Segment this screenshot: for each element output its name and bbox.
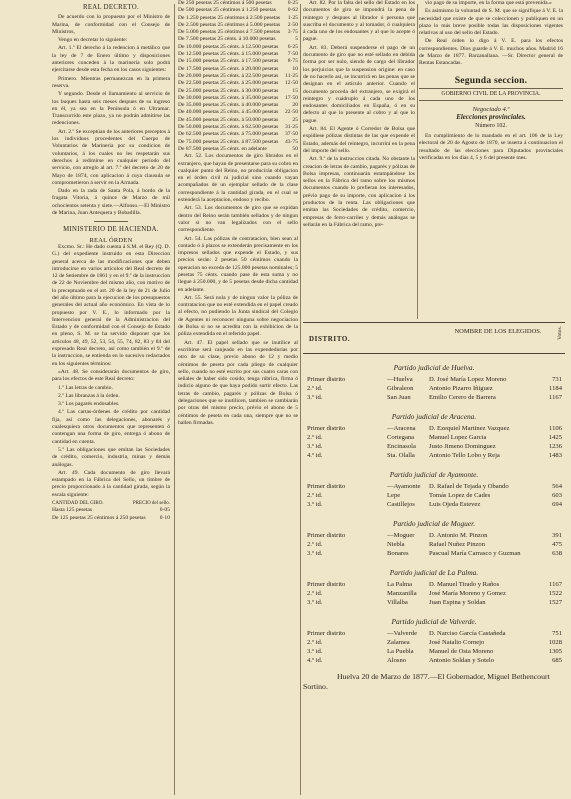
tariff-row	[178, 51, 298, 58]
column-2	[178, 0, 298, 799]
district-ordinal: 3.º id.	[307, 599, 323, 606]
paragraph: Excmo. Sr.: He dado cuenta á S.M. el Rey (Q. D. G.) del expediente instruido en esta Direccion general acerca de las modificaciones que deben introducirse en varios artículos del Real decreto de 12 de Setiembre de 1861 y en el 9.º de la instruccion de 22 de Noviembre del mismo año, con motivo de lo preceptuado en el art. 20 de la ley de 21 de Julio del año último para la ejecucion de los presupuestos generales del actual año económico. En vista de lo propuesto por V. E., lo informado por la Intervencion general de la Administracion del Estado y de conformidad con el Consejo de Estado en pleno, S. M. se ha servido disponer que los artículos 48, 49, 52, 53, 54, 55, 74, 82, 83 y 84 del expresado Real decreto, así como también el 9.º de la instruccion, se entienda en lo sucesivo redactados en los siguientes términos:	[52, 243, 170, 367]
tariff-amount: De 62.500 pesetas 25 cénts. á 75.000 pesetas	[178, 131, 279, 138]
paragraph: 4.º Las cartas-órdenes de crédito por cantidad fija, así como las delegaciones, abonarés y cualesquiera otros documentos que representen ó contengan una forma de giro, entrega ó abono de cantidad en cuenta.	[52, 409, 170, 445]
vote-count: 1425	[548, 434, 562, 441]
partido-judicial-heading: Partido judicial de Ayamonte.	[389, 470, 479, 479]
paragraph: Vengo en decretar lo siguiente:	[58, 37, 128, 44]
paragraph: Es asimismo la voluntad de S. M. que se signifique á V. E. la necesidad que existe de que se coleccionen y publiquen en un plazo lo más breve posible todas las disposiciones vigentes relativas al uso del sello del Estado.	[419, 8, 563, 37]
paragraph: Art. 54. Las pólizas de contratacion, bien sean al contado ó á plazos se extenderán precisamente en los impresos sellados que expende el Estado, y sus precios serán: 2 pesetas 50 céntimos cuando la operacion no exceda de 125.000 pesetas nominales; 5 pesetas 75 cénts. cuando pase de esta suma y no llegue á 250.000, y de 5 pesetas desde dicha cantidad en adelante.	[178, 235, 298, 293]
district-row	[303, 483, 565, 492]
tariff-row	[178, 22, 298, 29]
negociado-label: Negociado 4.º	[472, 106, 510, 114]
district-ordinal: 2.º id.	[307, 541, 323, 548]
tariff-row	[178, 29, 298, 36]
district-place: Sta. Olalla	[387, 452, 415, 459]
district-ordinal: Primer distrito	[307, 532, 346, 539]
articles-body	[178, 153, 298, 427]
district-row	[303, 452, 565, 461]
elected-name: Justo Jimeno Dominguez	[429, 443, 496, 450]
paragraph: Art. 84. El Agente ó Corredor de Bolsa que expidiese pólizas distintas de las que expende el Estado, además del reintegro, incurrirá en la pena del importe del sello.	[303, 126, 415, 154]
vote-count: 731	[552, 376, 562, 383]
tariff-row	[52, 515, 170, 522]
partido-judicial-heading: Partido judicial de Valverde.	[391, 617, 477, 626]
paragraph: vio pago de su importe, en la forma que está prevenida.»	[425, 0, 552, 6]
tariff-amount: De 25.000 pesetas 25 cénts. á 30.000 pesetas	[178, 87, 279, 94]
tariff-amount: De 35.000 pesetas 25 cénts. á 40.000 pesetas	[178, 102, 279, 109]
district-place: Lepe	[387, 492, 401, 499]
elecciones-body: En cumplimiento de lo mandado en el art. 106 de la Ley electoral de 20 de Agosto de 1870, se inserta á continuacion el resultado de las elecciones para Diputados provinciales verificadas en los dias 4, 5 y 6 del presente mes.	[419, 133, 563, 162]
tariff-row	[178, 146, 298, 153]
paragraph: Art. 55. Será nula y de ningun valor la póliza de contratacion que no esté extendida en el papel creado al efecto, no pudiendo la Junta sindical del Colegio de Agentes ni reconocer ninguna sobre negociacion de Bolsa si no se acredita con la exhibicion de la póliza extendida en el referido papel.	[178, 294, 298, 338]
vote-count: 1527	[548, 599, 562, 606]
district-place: La Palma	[387, 581, 413, 588]
district-place: —Huelva	[387, 376, 413, 383]
elected-name: D. Ezequiel Martinez Vazquez	[429, 425, 510, 432]
column-rule-3	[417, 4, 418, 319]
paragraph: Dado en la rada de Santa Pola, á bordo de la fragata Vitoria, á quince de Marzo de mil ochocientos setenta y siete.—Alfonso.—El Ministro de Marina, Juan Antequera y Bobadilla.	[52, 188, 170, 217]
column-3	[303, 0, 415, 318]
elected-name: Pascual María Carrasco y Guzman	[429, 550, 521, 557]
district-ordinal: Primer distrito	[307, 376, 346, 383]
district-row	[303, 581, 565, 590]
tariff-row	[178, 139, 298, 146]
district-ordinal: 4.º id.	[307, 452, 323, 459]
district-row	[303, 385, 565, 394]
district-place: San Juan	[387, 394, 411, 401]
column-rule-2	[300, 4, 301, 795]
district-place: Niebla	[387, 541, 405, 548]
district-ordinal: Primer distrito	[307, 581, 346, 588]
tariff-price: 10	[292, 65, 298, 72]
tariff-price: 37·50	[284, 131, 298, 138]
district-place: —Aracena	[387, 425, 416, 432]
vote-count: 1236	[548, 443, 562, 450]
elected-name: D. Antonio M. Pinzon	[429, 532, 488, 539]
elected-name: Tomás Lopez de Cades	[429, 492, 491, 499]
district-row	[303, 532, 565, 541]
district-place: Villalba	[387, 599, 408, 606]
tariff-price: 11·25	[285, 72, 298, 79]
closing-body	[419, 0, 563, 68]
district-ordinal: 3.º id.	[307, 394, 323, 401]
vote-count: 638	[552, 550, 562, 557]
tariff-table-cont	[178, 0, 298, 153]
tariff-price: 0·62	[287, 7, 298, 14]
paragraph: De Real órden lo digo á V. E. para los efectos correspondientes. Dios guarde á V. E. muchos años. Madrid 16 de Marzo de 1877. Barzanallana. —Sr. Director general de Rentas Estancadas.	[419, 38, 563, 67]
tariff-price: 50	[292, 145, 298, 152]
elected-name: José María Moreno y Gomez	[429, 590, 506, 597]
elecciones-heading: Elecciones provinciales.	[456, 112, 526, 121]
district-row	[303, 434, 565, 443]
district-place: Alosno	[387, 657, 407, 664]
tariff-row	[178, 36, 298, 43]
vote-count: 1483	[548, 452, 562, 459]
district-ordinal: Primer distrito	[307, 483, 346, 490]
tariff-price: 5	[295, 36, 298, 43]
paragraph: Art. 1.º El derecho á la redencion á metálico que la ley de 7 de Enero último y disposiciones anteriores conceden á la marinería solo podrá ejercitarse desde esta fecha en los casos siguientes:	[52, 45, 170, 74]
district-ordinal: 3.º id.	[307, 648, 323, 655]
paragraph: Art. 52. Los documentos de giro librados en el extranjero, que hayan de presentarse para su cobro en cualquier punto del Reino, no producirán obligacion en el órden civil ni judicial sino cuando vayan acompañados de un ejemplar sellado de la clase correspondiente á la cantidad girada, en el cual se extenderá la aceptacion, endoso y recibo.	[178, 153, 298, 204]
tariff-amount: De 87.500 pesetas 25 cénts. en adelante	[178, 145, 267, 152]
partido-judicial-heading: Partido judicial de La Palma.	[389, 568, 479, 577]
district-results	[303, 322, 565, 692]
district-row	[303, 376, 565, 385]
district-place: Cortegana	[387, 434, 415, 441]
district-place: Bonares	[387, 550, 409, 557]
paragraph: 2.º Las libranzas á la órden.	[58, 392, 120, 399]
district-row	[303, 630, 565, 639]
paragraph: «Art. 48. Se considerarán documentos de giro, para los efectos de este Real decreto:	[52, 368, 170, 383]
district-place: La Puebla	[387, 648, 414, 655]
district-ordinal: 3.º id.	[307, 550, 323, 557]
district-place: Gibraleon	[387, 385, 414, 392]
elected-name: D. Manuel Tirado y Raños	[429, 581, 500, 588]
elected-name: D. José María Lopez Moreno	[429, 376, 507, 383]
vote-count: 1522	[548, 590, 562, 597]
tariff-price: 15	[292, 87, 298, 94]
district-ordinal: 3.º id.	[307, 501, 323, 508]
divider	[94, 221, 128, 222]
articles-body-2	[303, 0, 415, 229]
elected-name: Antonio Soldan y Sotelo	[429, 657, 495, 664]
tariff-price: 8·75	[287, 58, 298, 65]
tariff-price: 20	[292, 102, 298, 109]
paragraph: Art. 49. Cada documento de giro llevará estampado en la Fábrica del Sello, un timbre de precio proporcionado á la cantidad girada, según la escala siguiente:	[52, 469, 170, 498]
tariff-amount: De 75.000 pesetas 25 cénts. á 87.500 pesetas	[178, 138, 279, 145]
district-row	[303, 443, 565, 452]
district-header: DISTRITO.	[309, 335, 351, 343]
district-row	[303, 425, 565, 434]
tariff-head-amount: CANTIDAD DEL GIRO.	[52, 501, 104, 506]
district-place: Zalamea	[387, 639, 410, 646]
section-title: Segunda seccion.	[454, 74, 528, 86]
tariff-price: 0·05	[159, 507, 170, 514]
tariff-row	[178, 80, 298, 87]
tariff-row	[178, 15, 298, 22]
tariff-price: 22·50	[284, 109, 298, 116]
tariff-price: 43·75	[284, 138, 298, 145]
real-orden-heading: REAL ÓRDEN	[89, 236, 133, 244]
tariff-row	[52, 507, 170, 514]
district-row	[303, 599, 565, 608]
paragraph: Primero. Mientras permanezcan en la primera reserva.	[52, 75, 170, 89]
district-ordinal: 4.º id.	[307, 657, 323, 664]
elected-name: Rafael Nuñez Pinzon	[429, 541, 486, 548]
vote-count: 1106	[549, 425, 562, 432]
elected-name: D. Rafael de Tejada y Obando	[429, 483, 509, 490]
tariff-amount: De 50.000 pesetas 25 cénts. á 62.500 pesetas	[178, 124, 279, 131]
tariff-amount: Hasta 125 pesetas	[52, 507, 93, 514]
district-ordinal: 2.º id.	[307, 434, 323, 441]
tariff-amount: De 45.000 pesetas 25 cénts. á 50.000 pesetas	[178, 116, 279, 123]
tariff-amount: De 10.000 pesetas 25 cénts. á 12.500 pesetas	[178, 43, 279, 50]
tariff-amount: De 17.500 pesetas 25 cénts. á 20.000 pesetas	[178, 65, 279, 72]
tariff-price: 17·50	[284, 94, 298, 101]
vote-count: 391	[552, 532, 562, 539]
tariff-price: 25	[292, 116, 298, 123]
district-ordinal: Primer distrito	[307, 425, 346, 432]
paragraph: Art. 82. Por la falta del sello del Estado en los documentos de giro se impondrá la pena de reintegro y despues al librador ó persona que suscriba el documento y al tomador, ó cualquiera á cada uno de los endosantes y al que lo acepte ó pague.	[303, 0, 415, 43]
tariff-price: 1·25	[287, 14, 298, 21]
vote-count: 1184	[549, 385, 562, 392]
real-orden-body	[52, 244, 170, 499]
tariff-row	[178, 131, 298, 138]
district-ordinal: 2.º id.	[307, 492, 323, 499]
district-place: Castillejos	[387, 501, 415, 508]
tariff-amount: De 5.000 pesetas 25 céntimos á 7.500 pesetas	[178, 29, 281, 36]
district-place: Manzanilla	[387, 590, 417, 597]
tariff-row	[178, 88, 298, 95]
vote-count: 1167	[549, 394, 562, 401]
real-decreto-body	[52, 14, 170, 217]
district-place: Encinasola	[387, 443, 416, 450]
tariff-head-price: PRECIO del sello.	[132, 501, 170, 506]
tariff-amount: De 22.500 pesetas 25 cénts. á 25.000 pesetas	[178, 80, 279, 87]
tariff-amount: De 15.000 pesetas 25 cénts. á 17.500 pesetas	[178, 58, 279, 65]
elected-name: Manuel de Osta Moreno	[429, 648, 494, 655]
ministerio-heading: MINISTERIO DE HACIENDA.	[63, 226, 159, 234]
tariff-row	[178, 7, 298, 14]
district-row	[303, 657, 565, 666]
district-row	[303, 541, 565, 550]
district-place: —Valverde	[387, 630, 418, 637]
column-rule-1	[174, 4, 175, 795]
tariff-price: 12·50	[284, 80, 298, 87]
vote-count: 1305	[548, 648, 562, 655]
tariff-amount: De 250 pesetas 25 céntimos á 500 pesetas	[178, 0, 272, 6]
paragraph: 3.º Los pagarés endosables.	[58, 401, 120, 408]
tariff-amount: De 2.500 pesetas 25 céntimos á 5.000 pesetas	[178, 21, 281, 28]
tariff-amount: De 12.500 pesetas 25 cénts. á 15.000 pesetas	[178, 51, 279, 58]
vote-count: 685	[552, 657, 562, 664]
district-place: —Ayamonte	[387, 483, 421, 490]
tariff-row	[178, 102, 298, 109]
tariff-price: 2·50	[287, 21, 298, 28]
tariff-row	[178, 0, 298, 7]
tariff-row	[178, 124, 298, 131]
district-ordinal: 2.º id.	[307, 385, 323, 392]
elected-name: Antonio Tello Lobo y Reja	[429, 452, 500, 459]
tariff-amount: De 500 pesetas 25 céntimos á 1.250 pesetas	[178, 7, 276, 14]
tariff-amount: De 40.000 pesetas 25 cénts. á 45.000 pesetas	[178, 109, 279, 116]
district-row	[303, 590, 565, 599]
vote-count: 1167	[549, 581, 562, 588]
gobierno-civil-heading: GOBIERNO CIVIL DE LA PROVINCIA.	[419, 88, 563, 101]
paragraph: Art. 53. Los documentos de giro que se expidan dentro del Reino serán también sellados y de ningun valor si no van legalizados con el sello correspondiente.	[178, 205, 298, 234]
elected-name: D. Narciso García Castañeda	[429, 630, 506, 637]
vote-count: 751	[552, 630, 562, 637]
tariff-table	[52, 507, 170, 522]
tariff-amount: De 20.000 pesetas 25 cénts. á 22.500 pesetas	[178, 72, 279, 79]
vote-count: 603	[552, 492, 562, 499]
column-1	[52, 0, 170, 799]
tariff-price: 0·25	[287, 0, 298, 6]
tariff-row	[178, 117, 298, 124]
tariff-price: 7·50	[287, 51, 298, 58]
numero-label: Número 102.	[475, 122, 507, 129]
elected-name: Antonio Pizarro Iñiguez	[429, 385, 493, 392]
tariff-row	[178, 109, 298, 116]
district-row	[303, 639, 565, 648]
tariff-price: 3·75	[287, 29, 298, 36]
paragraph: Art. 9.º de la instruccion citada. No obstante la creacion de letras de cambio, pagarés y pólizas de Bolsa impresas, continuarán estampándose los sellos en la Fábrica del ramo sobre los mismos documentos cuando lo prefieran los interesados, prévio pago de su importe, con aplicacion á los productos de la renta. Las obligaciones que emitan las Sociedades de crédito, comercio, empresas de ferro-carriles y demás análogas se sellarán en la Fábrica del ramo, pre-	[303, 156, 415, 228]
tariff-row	[178, 58, 298, 65]
tariff-price: 0·10	[159, 514, 170, 521]
tariff-price: 31·25	[284, 124, 298, 131]
votes-header: Votos.	[557, 326, 563, 340]
district-table-header	[303, 322, 565, 354]
district-place: —Moguer	[387, 532, 415, 539]
real-decreto-heading: REAL DECRETO.	[82, 4, 139, 11]
elected-name: Juan Espina y Soldan	[429, 599, 486, 606]
footer-signature: Huelva 20 de Marzo de 1877.—El Gobernador, Miguel Bethencourt Sortino.	[303, 672, 550, 691]
elected-name: José Natalio Cornejo	[429, 639, 485, 646]
paragraph: Art. 83. Deberá suspenderse el pago de un documento de giro que no esté sellado en debida forma por ser nulo, siendo de cargo del librador los perjuicios que la suspension origine: en caso de no hacerlo así, se incurrirá en las penas que se designan en el artículo anterior. Cuando el documento proceda del extranjero, se exigirá el reintegro y cuádruplo á cada uno de los endosantes domiciliados en España, ó en su defecto al que lo presente al cobro y al que lo pague.	[303, 44, 415, 124]
district-row	[303, 394, 565, 403]
district-groups	[303, 363, 565, 666]
vote-count: 694	[552, 501, 562, 508]
district-row	[303, 492, 565, 501]
elected-name: Manuel Lopez Garcia	[429, 434, 487, 441]
paragraph: 1.º Las letras de cambio.	[58, 384, 113, 391]
district-ordinal: 2.º id.	[307, 639, 323, 646]
partido-judicial-heading: Partido judicial de Moguer.	[392, 519, 476, 528]
district-ordinal: 3.º id.	[307, 443, 323, 450]
vote-count: 564	[552, 483, 562, 490]
tariff-row	[178, 95, 298, 102]
column-4	[419, 0, 563, 318]
district-row	[303, 550, 565, 559]
tariff-amount: De 7.500 pesetas 25 cénts. á 10.000 pesetas	[178, 36, 276, 43]
partido-judicial-heading: Partido judicial de Aracena.	[391, 412, 477, 421]
names-header: NOMBRE DE LOS ELEGIDOS.	[454, 328, 542, 335]
district-row	[303, 648, 565, 657]
elected-name: Emilio Cerero de Barrera	[429, 394, 496, 401]
district-row	[303, 501, 565, 510]
district-ordinal: Primer distrito	[307, 630, 346, 637]
tariff-row	[178, 44, 298, 51]
tariff-row	[178, 73, 298, 80]
paragraph: Art. 2.º Se exceptúan de los anteriores preceptos á los individuos procedentes del Cuerpo de Voluntarios de Marinería por su condicion de voluntarios, á los cuales no les respetarán sus derechos á redimirse en cualquier período del servicio, con arreglo al art. 7.º del decreto de 20 de Mayo de 1874, con aplicacion á cuya clausula se comprometieron á servir en la Armada.	[52, 128, 170, 186]
elected-name: Luis Ojeda Estevez	[429, 501, 481, 508]
tariff-amount: De 125 pesetas 25 céntimos á 250 pesetas	[52, 514, 146, 521]
tariff-amount: De 30.000 pesetas 25 cénts. á 35.000 pesetas	[178, 94, 279, 101]
tariff-price: 6·25	[287, 43, 298, 50]
vote-count: 1028	[548, 639, 562, 646]
paragraph: 5.º Las obligaciones que emitan las Sociedades de crédito, comercio, industria, minas y demás análogas.	[52, 446, 170, 468]
tariff-amount: De 1.250 pesetas 25 céntimos á 2.500 pesetas	[178, 14, 281, 21]
tariff-row	[178, 66, 298, 73]
district-ordinal: 2.º id.	[307, 590, 323, 597]
paragraph: Art. 47. El papel sellado que se inutilice al escribirse será canjeado en las expendedurías por otro de su clase, previo abono de 12 y medio céntimos de peseta por cada pliego de cualquier sello, cuando no esté escrito por sus cuatro caras con señales de haber sido cosido, tenga rúbrica, firma ó indicio alguno de que haya podido surtir efecto. Las letras de cambio, pagarés y pólizas de Bolsa ó delegaciones que se inutilicen, tambien se cambiarán por otras del mismo precio, prévio el abono de 5 céntimos de peseta en cada una, siempre que no se hallen firmadas.	[178, 339, 298, 426]
partido-judicial-heading: Partido judicial de Huelva.	[393, 363, 475, 372]
tariff-table-head	[52, 500, 170, 507]
paragraph: Y segundo. Desde el llamamiento al servicio de los buques hasta seis meses despues de su ingreso en él, ya sea en la Península ó en Ultramar. Transcurrido este plazo, ya no podrán admitirse las redenciones.	[52, 91, 170, 127]
paragraph: De acuerdo con lo propuesto por el Ministro de Marina, de conformidad con el Consejo de Ministros,	[52, 14, 170, 35]
vote-count: 475	[552, 541, 562, 548]
